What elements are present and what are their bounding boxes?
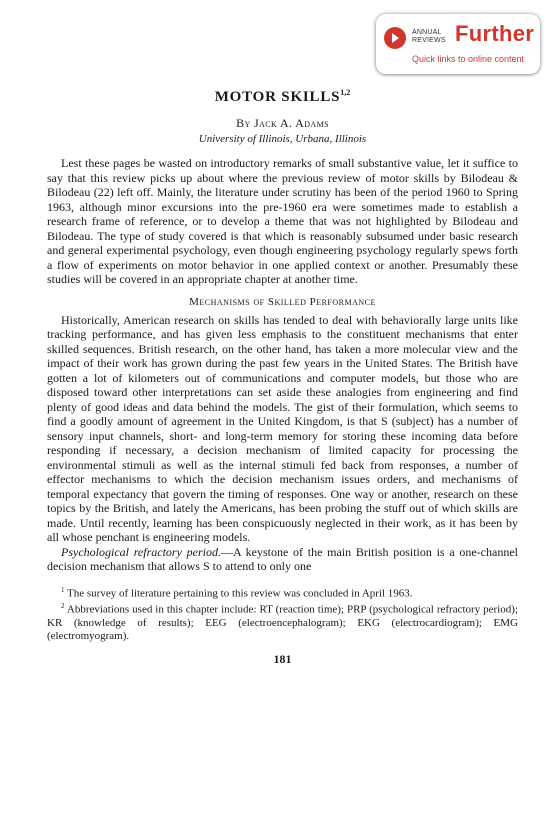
- footnote-1: [47, 584, 518, 601]
- brand-line-reviews: REVIEWS: [412, 37, 446, 44]
- footnote-2-mark: 2: [61, 602, 65, 611]
- paragraph-lead-term: Psychological refractory period.: [61, 544, 221, 559]
- play-logo-icon: [384, 27, 406, 49]
- body-paragraph-history: Historically, American research on skills has tended to deal with behaviorally large units like tracking performance, and has given less emphasis to the constituent mechanisms that enter skilled sequences. British research, on the other hand, has taken a more molecular view and the impact of their work has grown during the past few years in the United States. The British have gotten a lot of kilometers out of communications and computer models, but those who are disposed toward other interpretations can set aside these analogies from engineering and find plenty of good ideas and data behind the models. The gist of their formulation, which seems to find a goodly amount of agreement in the United Kingdom, is that S (subject) has a number of sensory input channels, short- and long-term memory for storing these incoming data before responding if necessary, a decision mechanism of limited capacity for processing the environmental stimuli as well as the internal stimuli fed back from responses, a number of effector mechanisms to which the decision mechanism issues orders, and mechanisms of temporal expectancy that govern the timing of responses. One way or another, research on these topics by the British, and lately the Americans, has been probing the stuff out of which skills are made. Until recently, learning has been conspicuously neglected in their work, as it has been by all whose penchant is engineering models.: [47, 312, 518, 544]
- further-label: Further: [455, 21, 535, 46]
- author-affiliation: University of Illinois, Urbana, Illinois: [198, 133, 367, 145]
- paragraph-text: —A keystone of the main British position is a one-channel decision mechanism that allows S to attend to only one: [47, 544, 518, 573]
- quick-links-label: Quick links to online content: [412, 54, 525, 64]
- article-title: [47, 88, 518, 106]
- brand-line-annual: ANNUAL: [412, 29, 442, 36]
- footnote-1-text: The survey of literature pertaining to this review was concluded in April 1963.: [64, 587, 413, 600]
- footnote-2: [47, 600, 518, 643]
- footnotes: [47, 584, 518, 643]
- article-title-text: MOTOR SKILLS: [214, 89, 341, 105]
- intro-paragraph: Lest these pages be wasted on introductory remarks of small substantive value, let it suffice to say that this review picks up about where the previous review of motor skills by Bilodeau & Bilodeau (22) left off. Mainly, the literature under scrutiny has been of the period 1960 to Spring 1963, although minor excursions into the pre-1960 era were sometimes made to establish a research frame of reference, or to develop a theme that was not highlighted by Bilodeau and Bilodeau. The type of study covered is that which is reasonably subsumed under basic research and general experimental psychology, even though engineering psychology regularly spews forth a flow of experiments on motor behavior in one applied context or another. Presumably these studies will be covered in an appropriate chapter at another time.: [47, 156, 518, 286]
- brand-label: [412, 29, 446, 45]
- article-body: [47, 88, 518, 667]
- footnote-1-mark: 1: [61, 585, 65, 594]
- page-number: 181: [273, 651, 292, 666]
- annual-reviews-further-banner[interactable]: [376, 14, 540, 74]
- author-byline: By Jack A. Adams: [236, 116, 329, 130]
- body-paragraph-prp: [47, 545, 518, 574]
- section-heading: Mechanisms of Skilled Performance: [189, 295, 376, 308]
- footnote-2-text: Abbreviations used in this chapter include: RT (reaction time); PRP (psychological refractory period); KR (knowledge of results); EEG (electroencephalogram); EKG (electrocardiogram); EMG (electromyogram).: [47, 603, 518, 642]
- title-footnote-marks: 1,2: [340, 88, 351, 97]
